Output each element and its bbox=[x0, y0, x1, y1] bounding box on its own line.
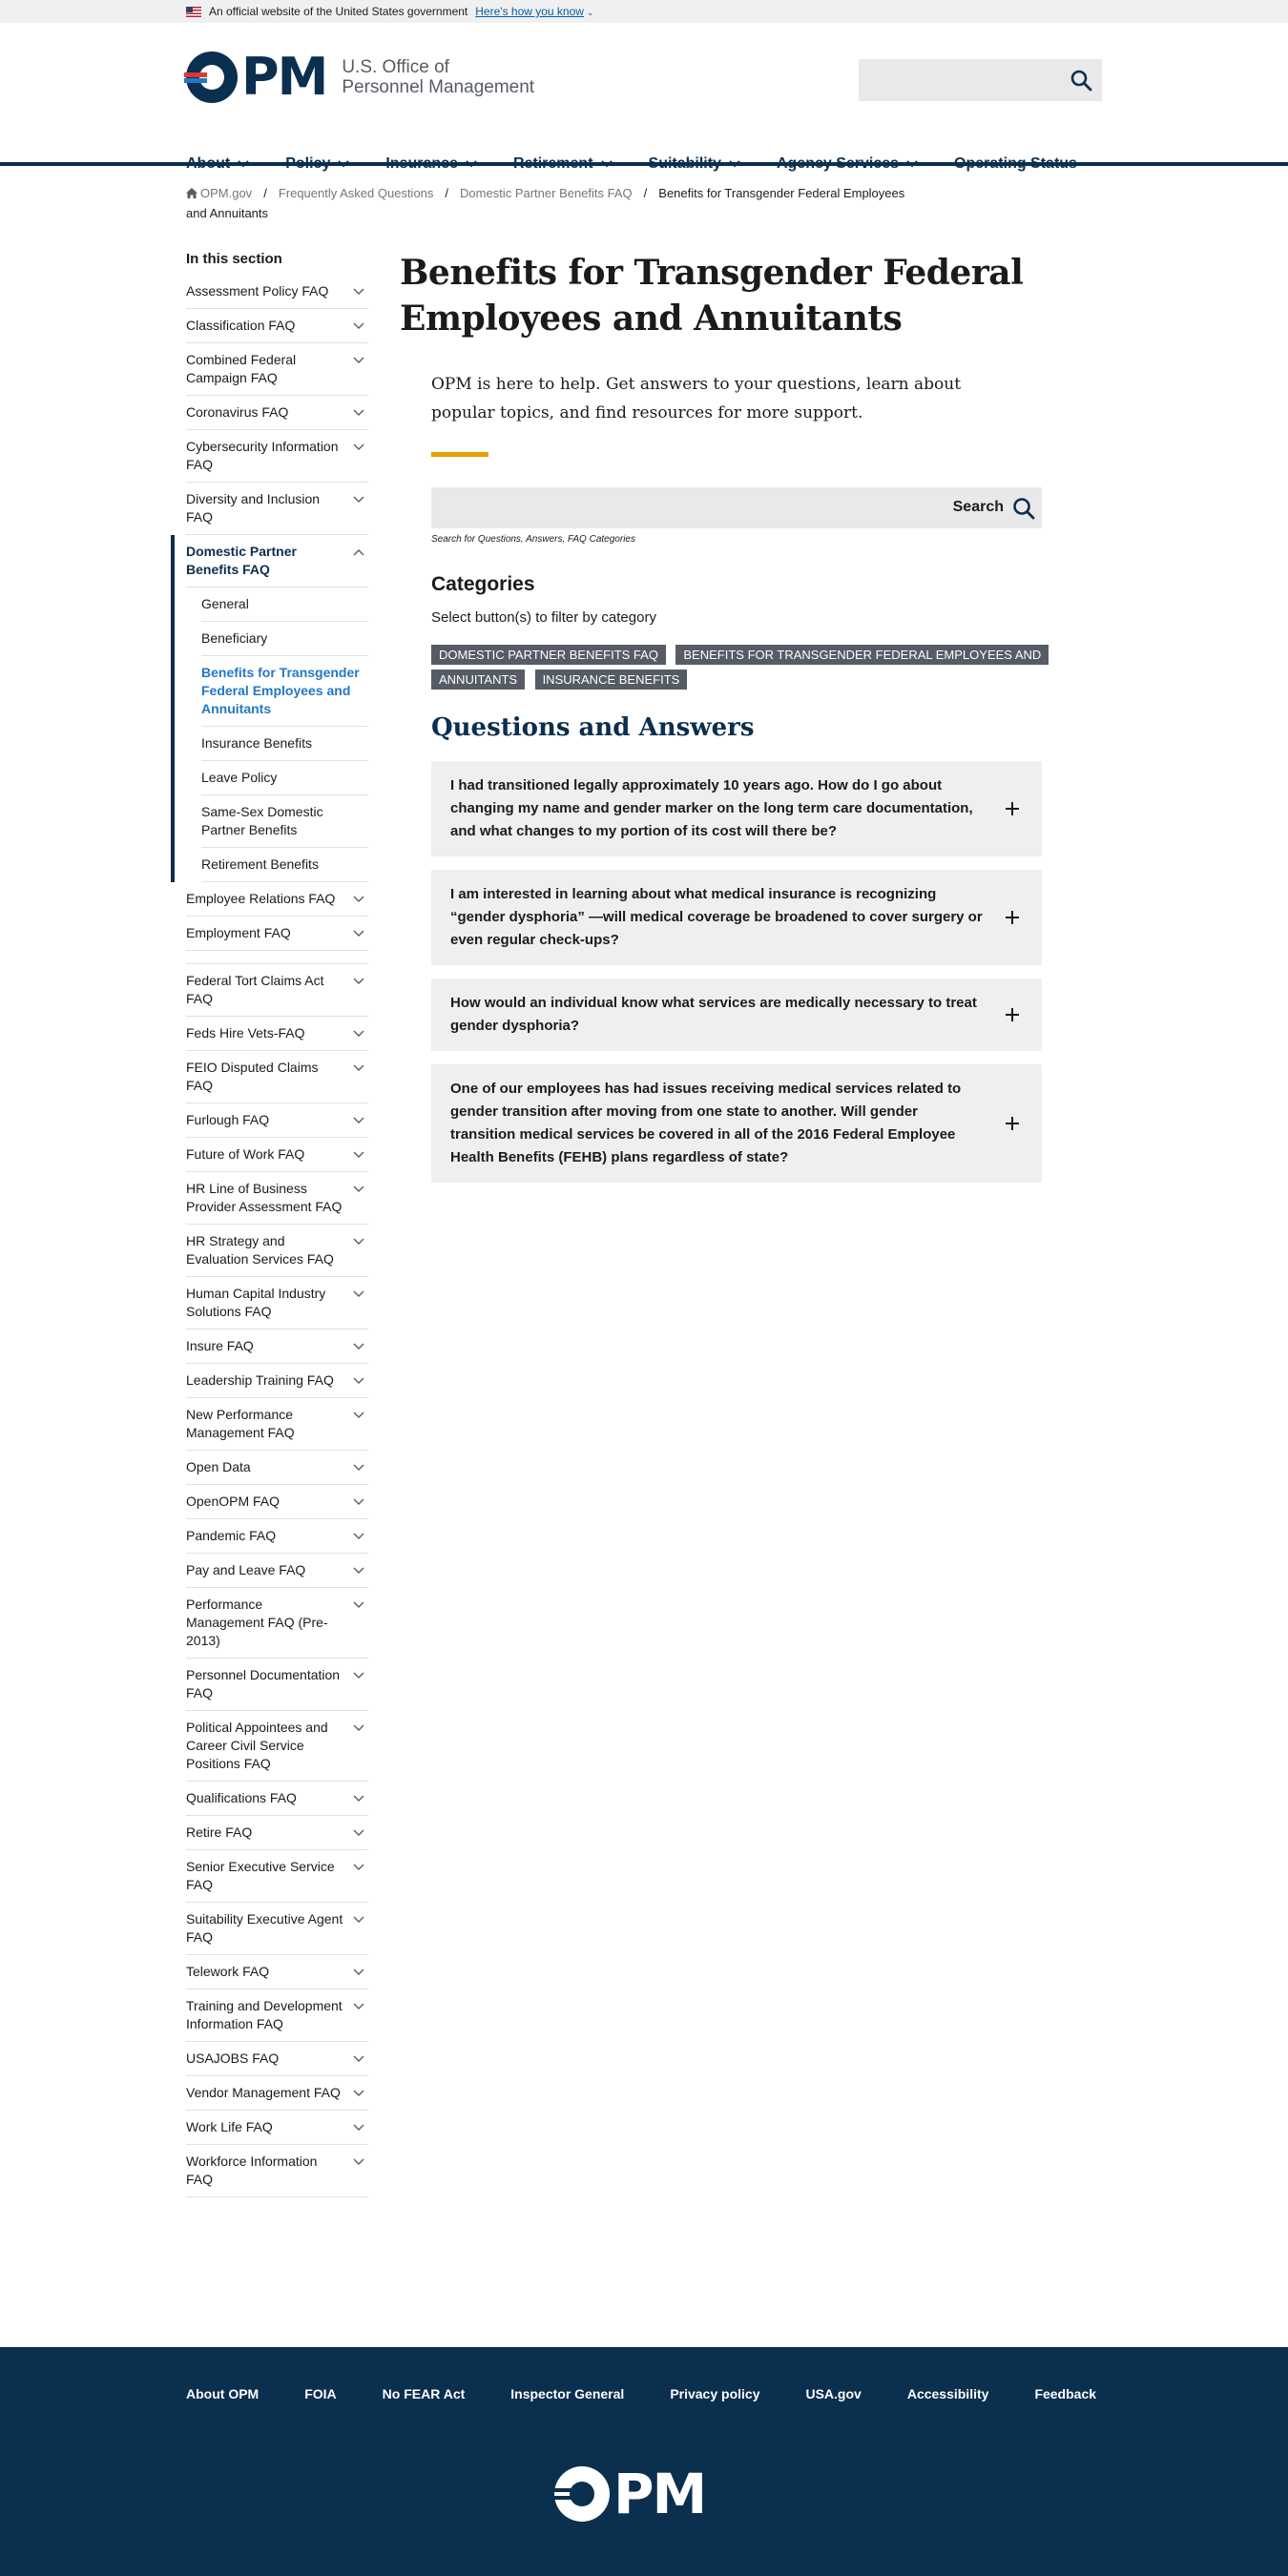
chevron-down-icon bbox=[729, 160, 740, 168]
breadcrumb-domestic-partner[interactable]: Domestic Partner Benefits FAQ bbox=[460, 186, 633, 200]
sidebar-item-label: Suitability Executive Agent FAQ bbox=[186, 1911, 343, 1945]
chevron-down-icon bbox=[238, 160, 249, 168]
chevron-down-icon bbox=[906, 160, 918, 168]
faq-question: I had transitioned legally approximately 10 years ago. How do I go about changing my name and gender marker on the long term care documentation, and what changes to my portion of its cost will there be? bbox=[450, 777, 973, 839]
sidebar-item-label: Retire FAQ bbox=[186, 1824, 253, 1840]
sidebar-item-label: FEIO Disputed Claims FAQ bbox=[186, 1060, 319, 1093]
footer-link-feedback[interactable]: Feedback bbox=[1034, 2386, 1097, 2401]
opm-logo-mark-icon bbox=[554, 2466, 610, 2522]
sidebar-item-senior-executive-service-faq[interactable] bbox=[186, 1850, 368, 1903]
chevron-down-icon bbox=[353, 2003, 364, 2010]
chevron-down-icon bbox=[353, 930, 364, 938]
heres-how-you-know-link[interactable]: Here's how you know ⌄ bbox=[475, 5, 594, 18]
sidebar-divider bbox=[186, 951, 368, 964]
chevron-down-icon bbox=[353, 2090, 364, 2097]
sidebar-item-label: Classification FAQ bbox=[186, 318, 296, 333]
opm-logo-mark-icon bbox=[186, 52, 238, 103]
sidebar-item-label: Open Data bbox=[186, 1459, 251, 1474]
sidebar-subitem-leave-policy[interactable]: Leave Policy bbox=[201, 761, 368, 795]
sidebar-item-label: USAJOBS FAQ bbox=[186, 2050, 280, 2066]
sidebar-item-pandemic-faq[interactable] bbox=[186, 1519, 368, 1554]
sidebar-item-telework-faq[interactable] bbox=[186, 1955, 368, 1989]
chevron-down-icon bbox=[353, 496, 364, 504]
footer-link-about-opm[interactable]: About OPM bbox=[186, 2386, 260, 2401]
chevron-down-icon bbox=[353, 288, 364, 296]
sidebar-item-employee-relations-faq[interactable] bbox=[186, 882, 368, 917]
nav-retirement[interactable]: Retirement bbox=[513, 155, 613, 173]
footer-link-accessibility[interactable]: Accessibility bbox=[906, 2386, 989, 2401]
page-title: Benefits for Transgender Federal Employees and Annuitants bbox=[400, 253, 1024, 339]
chevron-down-icon bbox=[466, 160, 477, 168]
opm-logo[interactable] bbox=[186, 47, 535, 107]
active-indicator bbox=[171, 535, 175, 882]
logo-wordmark: PM bbox=[241, 47, 327, 107]
chevron-down-icon bbox=[353, 443, 364, 451]
sidebar-subitem-general[interactable]: General bbox=[201, 587, 368, 622]
sidebar-item-domestic-partner[interactable]: Domestic Partner Benefits FAQ bbox=[186, 535, 368, 587]
sidebar-item-leadership-training-faq[interactable] bbox=[186, 1364, 368, 1398]
logo-org-name: U.S. Office of Personnel Management bbox=[342, 57, 535, 97]
sidebar-item-employment-faq[interactable] bbox=[186, 917, 368, 951]
sidebar-item-political-appointees-and-career-civil-service-positions-faq[interactable] bbox=[186, 1711, 368, 1782]
gov-banner bbox=[0, 0, 1288, 23]
main-content bbox=[400, 250, 1040, 1196]
sidebar-item-combined-federal-campaign-faq[interactable] bbox=[186, 343, 368, 396]
sidebar-item-cybersecurity-information-faq[interactable] bbox=[186, 430, 368, 483]
categories-subtext: Select button(s) to filter by category bbox=[431, 609, 656, 626]
gov-banner-text: An official website of the United States government bbox=[209, 5, 468, 18]
sidebar-item-furlough-faq[interactable] bbox=[186, 1103, 368, 1138]
footer-link-inspector-general[interactable]: Inspector General bbox=[510, 2386, 625, 2401]
sidebar-item-federal-tort-claims-act-faq[interactable] bbox=[186, 964, 368, 1017]
sidebar-item-label: OpenOPM FAQ bbox=[186, 1494, 280, 1509]
faq-question: I am interested in learning about what medical insurance is recognizing “gender dysphoria” —will medical coverage be broadened to cover surgery or even regular check-ups? bbox=[450, 886, 983, 948]
sidebar-item-assessment-policy-faq[interactable] bbox=[186, 275, 368, 309]
sidebar-item-label: Training and Development Information FAQ bbox=[186, 1998, 343, 2031]
category-tags bbox=[431, 643, 1042, 692]
sidebar-item-label: Feds Hire Vets-FAQ bbox=[186, 1025, 305, 1041]
chevron-down-icon bbox=[338, 160, 349, 168]
footer-link-no-fear-act[interactable]: No FEAR Act bbox=[382, 2386, 466, 2401]
nav-operating-status[interactable]: Operating Status bbox=[954, 155, 1077, 172]
chevron-down-icon bbox=[353, 1829, 364, 1837]
sidebar-item-open-data[interactable] bbox=[186, 1451, 368, 1485]
sidebar-item-classification-faq[interactable] bbox=[186, 309, 368, 343]
chevron-down-icon bbox=[353, 1795, 364, 1803]
tag-transgender-benefits[interactable]: BENEFITS FOR TRANSGENDER FEDERAL EMPLOYEES AND ANNUITANTS bbox=[431, 645, 1049, 690]
sidebar-item-label: Workforce Information FAQ bbox=[186, 2154, 318, 2187]
sidebar-item-label: Telework FAQ bbox=[186, 1964, 270, 1979]
main-nav bbox=[186, 155, 1077, 173]
faq-accordion-item[interactable] bbox=[431, 1064, 1042, 1183]
breadcrumb: OPM.gov / Frequently Asked Questions / Domestic Partner Benefits FAQ / Benefits for Transgender Federal Employees and Annuitants bbox=[186, 166, 1102, 223]
sidebar-item-qualifications-faq[interactable] bbox=[186, 1782, 368, 1816]
sidebar-item-label: New Performance Management FAQ bbox=[186, 1407, 295, 1440]
faq-accordion-item[interactable] bbox=[431, 979, 1042, 1051]
chevron-down-icon bbox=[353, 1238, 364, 1246]
nav-policy[interactable]: Policy bbox=[285, 155, 349, 173]
plus-icon bbox=[1006, 1117, 1019, 1130]
footer-link-privacy-policy[interactable]: Privacy policy bbox=[670, 2386, 760, 2401]
sidebar-item-label: Human Capital Industry Solutions FAQ bbox=[186, 1286, 326, 1319]
site-footer bbox=[0, 2347, 1288, 2576]
sidebar-item-work-life-faq[interactable] bbox=[186, 2111, 368, 2145]
chevron-down-icon bbox=[353, 1916, 364, 1924]
sidebar-item-vendor-management-faq[interactable] bbox=[186, 2076, 368, 2111]
footer-link-usa-gov[interactable]: USA.gov bbox=[805, 2386, 862, 2401]
chevron-down-icon bbox=[353, 1464, 364, 1472]
section-sidebar bbox=[186, 251, 368, 2197]
tag-insurance-benefits[interactable]: INSURANCE BENEFITS bbox=[535, 670, 688, 690]
sidebar-item-personnel-documentation-faq[interactable] bbox=[186, 1659, 368, 1711]
sidebar-item-label: Employment FAQ bbox=[186, 925, 291, 940]
site-search-input[interactable] bbox=[859, 59, 1102, 101]
chevron-down-icon bbox=[353, 1533, 364, 1540]
sidebar-item-label: Political Appointees and Career Civil Service Positions FAQ bbox=[186, 1720, 328, 1771]
sidebar-heading: In this section bbox=[186, 251, 282, 267]
sidebar-subitem-retirement-benefits[interactable]: Retirement Benefits bbox=[201, 848, 368, 882]
faq-question: One of our employees has had issues receiving medical services related to gender transition after moving from one state to another. Will gender transition medical services be covered in all of the 2016 Federal Employee Health Benefits (FEHB) plans regardless of state? bbox=[450, 1081, 962, 1165]
sidebar-item-label: Furlough FAQ bbox=[186, 1112, 270, 1127]
sidebar-item-label: Pay and Leave FAQ bbox=[186, 1562, 306, 1577]
chevron-down-icon bbox=[353, 1864, 364, 1871]
sidebar-item-feio-disputed-claims-faq[interactable] bbox=[186, 1051, 368, 1103]
footer-logo-wordmark: PM bbox=[613, 2462, 706, 2526]
sidebar-item-coronavirus-faq[interactable] bbox=[186, 396, 368, 430]
tag-domestic-partner[interactable]: DOMESTIC PARTNER BENEFITS FAQ bbox=[431, 645, 666, 665]
sidebar-item-label: Future of Work FAQ bbox=[186, 1146, 305, 1162]
chevron-down-icon bbox=[353, 322, 364, 330]
plus-icon bbox=[1006, 1008, 1019, 1021]
sidebar-subitem-benefits-for-transgender-federal-employees-and-annuitants[interactable]: Benefits for Transgender Federal Employees and Annuitants bbox=[201, 656, 368, 727]
faq-accordion-item[interactable] bbox=[431, 870, 1042, 965]
chevron-down-icon bbox=[353, 1601, 364, 1609]
chevron-down-icon bbox=[353, 1724, 364, 1732]
sidebar-item-label: Vendor Management FAQ bbox=[186, 2085, 341, 2100]
sidebar-active-group bbox=[186, 535, 368, 882]
chevron-down-icon bbox=[353, 1151, 364, 1159]
us-flag-icon bbox=[186, 7, 201, 17]
faq-accordion-item[interactable] bbox=[431, 761, 1042, 856]
chevron-down-icon bbox=[353, 1498, 364, 1506]
chevron-down-icon bbox=[353, 357, 364, 364]
sidebar-item-label: Diversity and Inclusion FAQ bbox=[186, 491, 321, 525]
chevron-down-icon bbox=[353, 409, 364, 417]
chevron-down-icon bbox=[353, 1412, 364, 1419]
sidebar-item-label: Cybersecurity Information FAQ bbox=[186, 439, 339, 472]
chevron-down-icon bbox=[353, 1968, 364, 1976]
sidebar-item-workforce-information-faq[interactable] bbox=[186, 2145, 368, 2197]
chevron-down-icon bbox=[353, 1672, 364, 1680]
sidebar-item-training-and-development-information-faq[interactable] bbox=[186, 1989, 368, 2042]
qa-heading: Questions and Answers bbox=[431, 713, 755, 742]
sidebar-item-hr-strategy-and-evaluation-services-faq[interactable] bbox=[186, 1225, 368, 1277]
sidebar-item-human-capital-industry-solutions-faq[interactable] bbox=[186, 1277, 368, 1329]
sidebar-item-label: Federal Tort Claims Act FAQ bbox=[186, 973, 324, 1006]
plus-icon bbox=[1006, 802, 1019, 815]
sidebar-item-new-performance-management-faq[interactable] bbox=[186, 1398, 368, 1451]
sidebar-item-label: Work Life FAQ bbox=[186, 2119, 273, 2134]
sidebar-item-future-of-work-faq[interactable] bbox=[186, 1138, 368, 1172]
sidebar-item-label: Combined Federal Campaign FAQ bbox=[186, 352, 297, 385]
sidebar-item-feds-hire-vets-faq[interactable] bbox=[186, 1017, 368, 1051]
sidebar-item-label: Qualifications FAQ bbox=[186, 1790, 297, 1805]
sidebar-item-label: Insure FAQ bbox=[186, 1338, 254, 1353]
chevron-down-icon bbox=[353, 1377, 364, 1385]
chevron-down-icon bbox=[353, 1567, 364, 1575]
sidebar-item-label: Leadership Training FAQ bbox=[186, 1372, 334, 1388]
sidebar-item-suitability-executive-agent-faq[interactable] bbox=[186, 1903, 368, 1955]
chevron-down-icon bbox=[601, 160, 613, 168]
chevron-down-icon: ⌄ bbox=[586, 8, 594, 17]
site-header bbox=[0, 23, 1288, 172]
sidebar-item-label: Senior Executive Service FAQ bbox=[186, 1859, 335, 1892]
sidebar-item-pay-and-leave-faq[interactable] bbox=[186, 1554, 368, 1588]
chevron-down-icon bbox=[353, 2124, 364, 2132]
categories-heading: Categories bbox=[431, 573, 535, 595]
sidebar-item-hr-line-of-business-provider-assessment-faq[interactable] bbox=[186, 1172, 368, 1225]
sidebar-item-openopm-faq[interactable] bbox=[186, 1485, 368, 1519]
plus-icon bbox=[1006, 911, 1019, 924]
footer-opm-logo[interactable] bbox=[554, 2462, 706, 2526]
breadcrumb-faq[interactable]: Frequently Asked Questions bbox=[278, 186, 434, 200]
sidebar-item-label: Performance Management FAQ (Pre-2013) bbox=[186, 1597, 328, 1648]
faq-question: How would an individual know what services are medically necessary to treat gender dysphoria? bbox=[450, 995, 977, 1034]
sidebar-item-label: Personnel Documentation FAQ bbox=[186, 1667, 341, 1700]
footer-links bbox=[186, 2386, 1096, 2401]
sidebar-subitem-same-sex-domestic-partner-benefits[interactable]: Same-Sex Domestic Partner Benefits bbox=[201, 795, 368, 848]
sidebar-item-usajobs-faq[interactable] bbox=[186, 2042, 368, 2076]
faq-search-hint: Search for Questions, Answers, FAQ Categories bbox=[431, 534, 635, 545]
chevron-down-icon bbox=[353, 2158, 364, 2166]
home-icon bbox=[186, 188, 197, 198]
chevron-down-icon bbox=[353, 1185, 364, 1193]
accent-divider bbox=[431, 452, 488, 457]
chevron-down-icon bbox=[353, 896, 364, 903]
sidebar-item-insure-faq[interactable] bbox=[186, 1329, 368, 1364]
chevron-down-icon bbox=[353, 1030, 364, 1038]
chevron-down-icon bbox=[353, 1343, 364, 1350]
nav-about[interactable]: About bbox=[186, 155, 249, 173]
breadcrumb-current: Benefits for Transgender Federal Employees bbox=[658, 186, 905, 200]
sidebar-item-performance-management-faq-pre-2013[interactable] bbox=[186, 1588, 368, 1659]
chevron-down-icon bbox=[353, 1290, 364, 1298]
sidebar-item-label: HR Line of Business Provider Assessment FAQ bbox=[186, 1181, 343, 1214]
sidebar-subitem-insurance-benefits[interactable]: Insurance Benefits bbox=[201, 727, 368, 761]
intro-text: OPM is here to help. Get answers to your questions, learn about popular topics, and find resources for more support. bbox=[431, 375, 962, 422]
sidebar-item-label: HR Strategy and Evaluation Services FAQ bbox=[186, 1233, 334, 1267]
search-icon[interactable] bbox=[1070, 69, 1092, 92]
chevron-down-icon bbox=[353, 2055, 364, 2063]
sidebar-item-label: Assessment Policy FAQ bbox=[186, 283, 329, 299]
nav-insurance[interactable]: Insurance bbox=[385, 155, 477, 173]
chevron-down-icon bbox=[353, 1117, 364, 1124]
breadcrumb-opm-gov[interactable]: OPM.gov bbox=[200, 186, 253, 200]
faq-search-input[interactable] bbox=[431, 487, 1042, 528]
chevron-down-icon bbox=[353, 978, 364, 985]
faq-search-label: Search bbox=[952, 499, 1004, 515]
sidebar-item-diversity-and-inclusion-faq[interactable] bbox=[186, 483, 368, 535]
nav-suitability[interactable]: Suitability bbox=[649, 155, 740, 173]
nav-agency-services[interactable]: Agency Services bbox=[777, 155, 918, 173]
sidebar-item-label: Employee Relations FAQ bbox=[186, 891, 336, 906]
chevron-up-icon bbox=[353, 548, 364, 556]
sidebar-subitem-beneficiary[interactable]: Beneficiary bbox=[201, 622, 368, 656]
sidebar-item-retire-faq[interactable] bbox=[186, 1816, 368, 1850]
sidebar-item-label: Pandemic FAQ bbox=[186, 1528, 277, 1543]
search-icon[interactable] bbox=[1011, 496, 1036, 521]
footer-link-foia[interactable]: FOIA bbox=[304, 2386, 337, 2401]
sidebar-item-label: Coronavirus FAQ bbox=[186, 404, 289, 420]
chevron-down-icon bbox=[353, 1064, 364, 1072]
breadcrumb-current-cont: and Annuitants bbox=[186, 206, 269, 220]
